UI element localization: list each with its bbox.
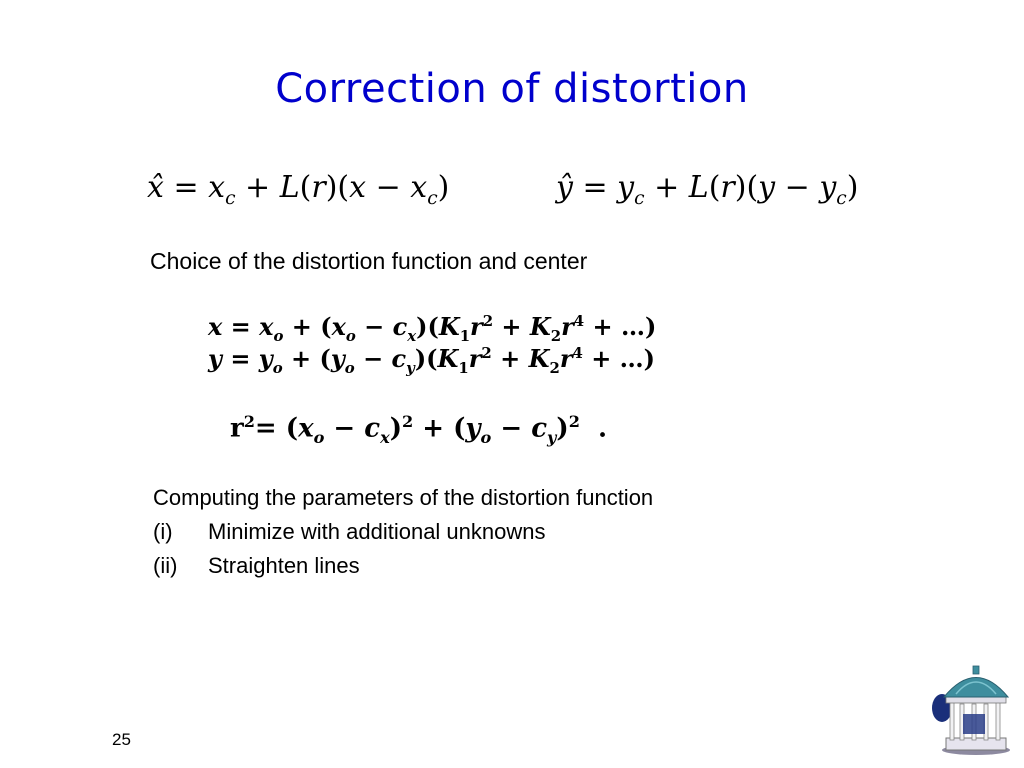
computing-text: Computing the parameters of the distortion function: [153, 485, 654, 510]
formula-y-hat: ŷ = $y_c + L(r)(y - y_c)$: [556, 170, 859, 209]
formula-r-squared: $r^2= (x_o - c_x)^2 + (y_o - c_y)^2$ .: [230, 412, 608, 447]
slide-title: Correction of distortion: [275, 66, 749, 112]
formula-y-distortion: $y = y_o + (y_o - c_y)(K_1r^2 + K_2r^4$ + …): [208, 344, 656, 377]
old-well-logo-icon: [930, 664, 1014, 756]
list-item-text: Straighten lines: [208, 553, 360, 578]
list-item: [153, 553, 360, 579]
list-item-text: Minimize with additional unknowns: [208, 519, 546, 544]
choice-text: Choice of the distortion function and center: [150, 248, 588, 274]
list-item-number: (ii): [153, 553, 178, 578]
list-item-number: (i): [153, 519, 173, 544]
formula-x-hat: x̂ = $x_c + L(r)(x - x_c)$: [147, 170, 450, 209]
page-number: 25: [112, 730, 131, 749]
formula-x-distortion: $x = x_o + (x_o - c_x)(K_1r^2 + K_2r^4$ + …): [208, 312, 657, 345]
list-item: [153, 519, 546, 545]
